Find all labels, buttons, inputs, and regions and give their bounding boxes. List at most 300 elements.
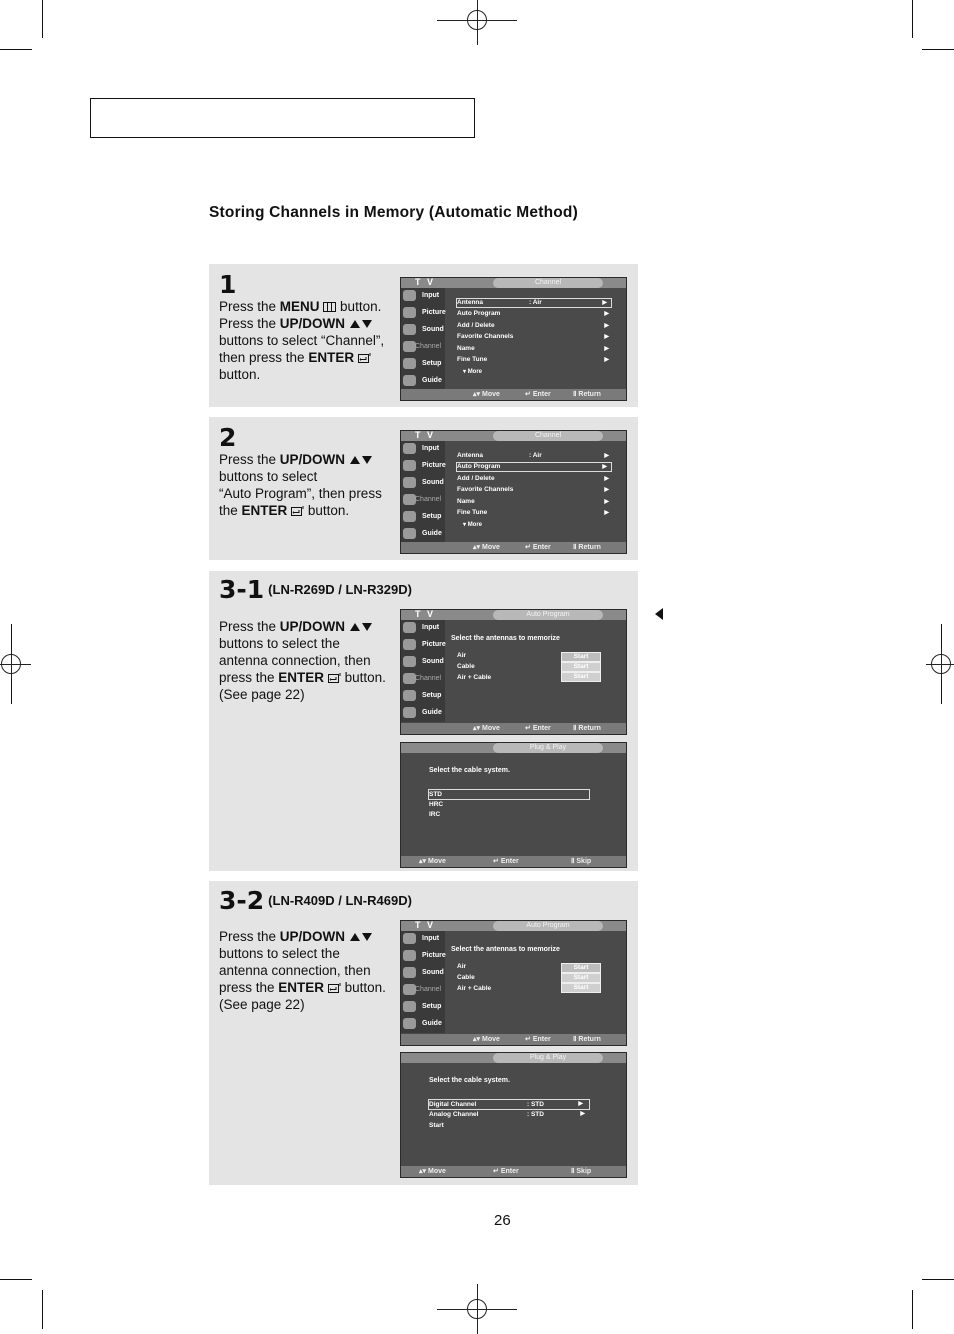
move-icon: ▴▾ [473, 1036, 482, 1043]
osd-sidebar-item-guide [401, 1016, 445, 1033]
osd-item-label: Favorite Channels [457, 486, 514, 494]
page-number: 26 [494, 1212, 511, 1229]
osd-title-bar [401, 743, 626, 753]
sound-icon [403, 656, 416, 667]
osd-sidebar-item-input [401, 620, 445, 637]
osd-option: Air [457, 652, 467, 659]
osd-option: Air + Cable [457, 674, 492, 681]
instruction-line [219, 366, 391, 383]
osd-tab: Channel [493, 431, 603, 441]
instruction-text: “Auto Program”, then press [219, 486, 382, 501]
osd-hint-label: Enter [500, 1168, 519, 1175]
button-name: UP/DOWN [279, 619, 346, 634]
start-button: Start [561, 662, 601, 672]
step-1-panel [209, 264, 638, 407]
picture-icon [403, 639, 416, 650]
setup-icon [403, 358, 416, 369]
model-label: (LN-R269D / LN-R329D) [268, 582, 412, 597]
instruction-text: buttons to select “Channel”, [219, 333, 385, 348]
osd-hint [573, 1034, 601, 1045]
osd-menu-item [456, 298, 612, 308]
osd-bottom-bar [401, 542, 626, 553]
instruction-line [219, 686, 391, 703]
chevron-right-icon: ▶ [604, 334, 609, 341]
instruction-text: antenna connection, then [219, 963, 371, 978]
start-button: Start [561, 672, 601, 682]
sound-icon [403, 477, 416, 488]
osd-hint-label: Enter [532, 544, 551, 551]
osd-item-label: Start [429, 1122, 444, 1129]
osd-item-label: Auto Program [457, 310, 501, 318]
step-2-panel [209, 417, 638, 560]
osd-sidebar-item-picture [401, 637, 445, 654]
osd-sidebar-label: Channel [415, 496, 442, 503]
chevron-down-icon: ▾ [463, 522, 468, 529]
osd-option [429, 1110, 591, 1119]
step-number: 1 [219, 270, 237, 299]
instruction-text: press the [219, 980, 279, 995]
osd-title-bar [401, 610, 626, 620]
enter-icon: ↵ [493, 1168, 501, 1175]
osd-menu-item [457, 508, 613, 518]
osd-hint-label: Skip [576, 858, 592, 865]
crop-mark [912, 0, 913, 38]
osd-menu-item [457, 474, 613, 484]
osd-option: Cable [457, 663, 475, 670]
auto-program-screen [400, 609, 627, 735]
osd-option: Air + Cable [457, 985, 492, 992]
osd-item-value: : Air [529, 299, 542, 306]
osd-tv-label: T V [415, 430, 436, 440]
osd-hint [493, 1166, 519, 1177]
osd-heading: Select the cable system. [429, 1077, 510, 1084]
instruction-line [219, 298, 391, 315]
osd-sidebar-label: Guide [422, 377, 442, 384]
instruction-text: then press the [219, 350, 309, 365]
osd-option: Cable [457, 974, 475, 981]
move-icon: ▴▾ [419, 858, 428, 865]
updown-arrows-icon [349, 319, 373, 329]
osd-sidebar-item-picture [401, 458, 445, 475]
picture-icon [403, 460, 416, 471]
osd-item-label: Fine Tune [457, 509, 488, 516]
instruction-line [219, 979, 391, 996]
osd-sidebar-item-setup [401, 999, 445, 1016]
osd-sidebar-item-sound [401, 322, 445, 339]
move-icon: ▴▾ [473, 725, 482, 732]
menu-icon [323, 302, 336, 312]
instruction-text: the [219, 503, 242, 518]
osd-sidebar-item-guide [401, 705, 445, 722]
osd-sidebar [401, 620, 445, 722]
instruction-text: buttons to select the [219, 636, 340, 651]
osd-more-label: More [467, 369, 483, 376]
osd-tv-label: T V [415, 609, 436, 619]
page-title: Storing Channels in Memory (Automatic Method) [209, 204, 578, 221]
instruction-line [219, 635, 391, 652]
osd-sidebar-label: Guide [422, 1020, 442, 1027]
osd-item-label: Favorite Channels [457, 333, 514, 341]
osd-sidebar-label: Picture [422, 952, 446, 959]
osd-title-bar [401, 1053, 626, 1063]
osd-tab: Plug & Play [493, 743, 603, 753]
osd-bottom-bar [401, 1166, 626, 1177]
osd-heading: Select the antennas to memorize [451, 635, 560, 642]
step-instructions [219, 928, 391, 1013]
osd-sidebar-item-picture [401, 948, 445, 965]
osd-tv-label: T V [415, 277, 436, 287]
instruction-line [219, 502, 391, 519]
osd-title-bar [401, 278, 626, 288]
instruction-text: button. [340, 670, 386, 685]
chevron-right-icon: ▶ [604, 498, 609, 505]
osd-sidebar-item-channel [401, 671, 445, 688]
step-instructions [219, 618, 391, 703]
osd-option: Air [457, 963, 467, 970]
auto-program-screen [400, 920, 627, 1046]
button-name: UP/DOWN [279, 929, 346, 944]
osd-title-bar [401, 921, 626, 931]
chevron-right-icon: ▶ [580, 1111, 585, 1117]
crop-mark [42, 1290, 43, 1329]
picture-icon [403, 307, 416, 318]
osd-tv-label: T V [415, 920, 436, 930]
instruction-text: (See page 22) [219, 687, 305, 702]
start-button: Start [561, 652, 601, 662]
osd-sidebar-label: Sound [422, 969, 444, 976]
move-icon: ▴▾ [419, 1168, 428, 1175]
osd-hint [525, 1034, 551, 1045]
step-number: 2 [219, 423, 237, 452]
button-name: ENTER [308, 350, 355, 365]
osd-more-label: More [467, 522, 483, 529]
chevron-right-icon: ▶ [604, 510, 609, 516]
osd-sidebar-label: Picture [422, 309, 446, 316]
osd-sidebar-item-input [401, 931, 445, 948]
osd-sidebar-label: Guide [422, 530, 442, 537]
picture-icon [403, 950, 416, 961]
osd-hint-label: Return [578, 544, 601, 551]
start-button: Start [561, 973, 601, 983]
plug-and-play-screen [400, 1052, 627, 1178]
instruction-text: (See page 22) [219, 997, 305, 1012]
instruction-text: Press the [219, 452, 280, 467]
osd-sidebar-label: Channel [415, 675, 442, 682]
osd-more [463, 521, 482, 528]
channel-menu-screen [400, 430, 627, 554]
osd-sidebar-label: Setup [422, 692, 442, 699]
plug-and-play-screen [400, 742, 627, 868]
osd-sidebar-item-sound [401, 654, 445, 671]
chevron-right-icon: ▶ [604, 345, 609, 352]
osd-item-value: : STD [527, 1101, 544, 1108]
osd-hint [525, 389, 551, 400]
step-3-1-panel [209, 571, 638, 871]
osd-hint-label: Enter [532, 1036, 551, 1043]
return-icon: Ⅱ [573, 725, 579, 732]
start-button: Start [561, 963, 601, 973]
instruction-line [219, 996, 391, 1013]
osd-item-label: Antenna [457, 299, 483, 306]
instruction-text: Press the [219, 929, 280, 944]
instruction-text: button. [336, 299, 382, 314]
osd-hint-label: Return [578, 1036, 601, 1043]
osd-hint-label: Enter [500, 858, 519, 865]
updown-arrows-icon [349, 622, 373, 632]
osd-sidebar-item-picture [401, 305, 445, 322]
move-icon: ▴▾ [473, 544, 482, 551]
osd-hint-label: Enter [532, 725, 551, 732]
setup-icon [403, 1001, 416, 1012]
enter-icon: ↵ [493, 858, 501, 865]
crop-mark [922, 1279, 954, 1280]
osd-sidebar-label: Channel [415, 986, 442, 993]
osd-sidebar-item-channel [401, 982, 445, 999]
crop-mark [922, 49, 954, 50]
osd-sidebar-item-guide [401, 526, 445, 543]
instruction-text: Press the [219, 619, 280, 634]
osd-sidebar-label: Sound [422, 479, 444, 486]
osd-hint [473, 542, 500, 553]
crop-mark [912, 1290, 913, 1329]
osd-sidebar-label: Setup [422, 360, 442, 367]
osd-hint [525, 723, 551, 734]
instruction-line [219, 349, 391, 366]
osd-item-label: Name [457, 497, 475, 505]
osd-hint [473, 389, 500, 400]
step-number: 3-1 (LN-R269D / LN-R329D) [219, 575, 412, 604]
crop-mark [42, 0, 43, 38]
osd-item-label: Auto Program [457, 463, 501, 471]
instruction-line [219, 618, 391, 635]
osd-more [463, 368, 482, 375]
osd-hint [573, 389, 601, 400]
enter-icon [328, 673, 341, 683]
osd-option: HRC [429, 800, 444, 808]
osd-sidebar-item-setup [401, 509, 445, 526]
osd-tab: Plug & Play [493, 1053, 603, 1063]
instruction-text: antenna connection, then [219, 653, 371, 668]
osd-sidebar [401, 441, 445, 543]
setup-icon [403, 690, 416, 701]
osd-item-label: Analog Channel [429, 1111, 479, 1118]
osd-hint-label: Move [481, 544, 500, 551]
osd-hint [493, 856, 519, 867]
chevron-right-icon: ▶ [604, 322, 609, 329]
osd-item-label: Add / Delete [457, 474, 495, 482]
channel-menu-screen [400, 277, 627, 401]
button-name: UP/DOWN [279, 452, 346, 467]
osd-hint [571, 1166, 591, 1177]
osd-tab: Auto Program [493, 921, 603, 931]
osd-menu-item [457, 309, 613, 319]
osd-hint-label: Return [578, 391, 601, 398]
registration-mark-icon [926, 649, 954, 679]
instruction-line [219, 945, 391, 962]
instruction-text: Press the [219, 316, 280, 331]
chevron-right-icon: ▶ [604, 311, 609, 318]
osd-hint-label: Enter [532, 391, 551, 398]
updown-arrows-icon [349, 455, 373, 465]
button-name: UP/DOWN [279, 316, 346, 331]
step-3-2-panel [209, 881, 638, 1185]
instruction-text: button. [219, 367, 261, 382]
return-icon: Ⅱ [573, 1036, 579, 1043]
chevron-right-icon: ▶ [602, 300, 607, 306]
osd-tab: Channel [493, 278, 603, 288]
osd-item-value: : STD [527, 1111, 544, 1118]
osd-hint-label: Move [427, 1168, 446, 1175]
instruction-text: buttons to select the [219, 946, 340, 961]
osd-item-label: Name [457, 344, 475, 352]
instruction-text: button. [340, 980, 386, 995]
button-name: ENTER [278, 980, 325, 995]
input-icon [403, 443, 416, 454]
registration-mark-icon [462, 1294, 492, 1324]
osd-menu-item [456, 462, 612, 472]
enter-icon [328, 983, 341, 993]
instruction-line [219, 652, 391, 669]
instruction-line [219, 962, 391, 979]
setup-icon [403, 511, 416, 522]
osd-hint [525, 542, 551, 553]
osd-hint [473, 1034, 500, 1045]
osd-sidebar-item-sound [401, 475, 445, 492]
osd-option [428, 1099, 590, 1110]
osd-sidebar-label: Input [422, 624, 440, 631]
guide-icon [403, 528, 416, 539]
input-icon [403, 290, 416, 301]
step-instructions [219, 298, 391, 383]
osd-menu-item [457, 321, 613, 331]
osd-sidebar-label: Sound [422, 658, 444, 665]
move-icon: ▴▾ [473, 391, 482, 398]
button-name: ENTER [241, 503, 288, 518]
osd-sidebar-item-channel [401, 339, 445, 356]
chevron-right-icon: ▶ [604, 453, 609, 459]
model-label: (LN-R409D / LN-R469D) [268, 893, 412, 908]
osd-option: STD [428, 789, 590, 800]
crop-mark [0, 49, 32, 50]
osd-sidebar-label: Sound [422, 326, 444, 333]
osd-hint [419, 1166, 446, 1177]
side-tab-arrow-icon [655, 608, 663, 620]
osd-sidebar-label: Setup [422, 1003, 442, 1010]
osd-hint-label: Move [481, 725, 500, 732]
guide-icon [403, 707, 416, 718]
osd-sidebar-label: Input [422, 445, 440, 452]
osd-menu-item [457, 355, 613, 365]
enter-icon: ↵ [525, 391, 533, 398]
instruction-line [219, 315, 391, 332]
osd-hint [571, 856, 591, 867]
osd-sidebar-item-guide [401, 373, 445, 390]
osd-sidebar-item-channel [401, 492, 445, 509]
osd-menu-item [457, 344, 613, 354]
instruction-text: button. [304, 503, 350, 518]
chevron-right-icon: ▶ [602, 464, 607, 471]
osd-hint-label: Move [481, 1036, 500, 1043]
registration-mark-icon [462, 5, 492, 35]
osd-title-bar [401, 431, 626, 441]
header-box [90, 98, 475, 138]
chevron-right-icon: ▶ [604, 487, 609, 494]
osd-sidebar-item-sound [401, 965, 445, 982]
guide-icon [403, 375, 416, 386]
osd-item-label: Antenna [457, 452, 483, 459]
instruction-line [219, 669, 391, 686]
osd-sidebar-label: Guide [422, 709, 442, 716]
enter-icon: ↵ [525, 725, 533, 732]
sound-icon [403, 967, 416, 978]
skip-icon: Ⅱ [571, 858, 577, 865]
osd-tab: Auto Program [493, 610, 603, 620]
osd-item-value: : Air [529, 452, 542, 459]
osd-hint [419, 856, 446, 867]
osd-sidebar-label: Picture [422, 641, 446, 648]
osd-bottom-bar [401, 856, 626, 867]
registration-mark-icon [0, 649, 26, 679]
osd-hint-label: Return [578, 725, 601, 732]
osd-sidebar-item-setup [401, 356, 445, 373]
osd-hint-label: Move [427, 858, 446, 865]
osd-item-label: Digital Channel [429, 1101, 477, 1108]
chevron-right-icon: ▶ [604, 475, 609, 482]
osd-menu-item [457, 497, 613, 507]
osd-sidebar [401, 931, 445, 1033]
osd-bottom-bar [401, 1034, 626, 1045]
osd-sidebar-label: Picture [422, 462, 446, 469]
osd-option [429, 1121, 591, 1130]
osd-hint [473, 723, 500, 734]
instruction-line [219, 485, 391, 502]
osd-sidebar-item-input [401, 441, 445, 458]
instruction-line [219, 451, 391, 468]
instruction-text: press the [219, 670, 279, 685]
chevron-right-icon: ▶ [578, 1101, 583, 1107]
guide-icon [403, 1018, 416, 1029]
return-icon: Ⅱ [573, 544, 579, 551]
osd-sidebar-label: Setup [422, 513, 442, 520]
osd-menu-item [457, 451, 613, 461]
step-number: 3-2 (LN-R409D / LN-R469D) [219, 886, 412, 915]
skip-icon: Ⅱ [571, 1168, 577, 1175]
chevron-right-icon: ▶ [604, 357, 609, 363]
input-icon [403, 622, 416, 633]
instruction-text: buttons to select [219, 469, 318, 484]
osd-hint [573, 723, 601, 734]
osd-menu-item [457, 332, 613, 342]
instruction-line [219, 332, 391, 349]
osd-sidebar [401, 288, 445, 390]
button-name: MENU [279, 299, 320, 314]
updown-arrows-icon [349, 932, 373, 942]
osd-option: IRC [429, 811, 441, 818]
step-instructions [219, 451, 391, 519]
sound-icon [403, 324, 416, 335]
enter-icon [291, 506, 304, 516]
enter-icon: ↵ [525, 1036, 533, 1043]
osd-heading: Select the cable system. [429, 767, 510, 774]
osd-sidebar-item-setup [401, 688, 445, 705]
osd-heading: Select the antennas to memorize [451, 946, 560, 953]
osd-sidebar-label: Input [422, 935, 440, 942]
osd-hint-label: Skip [576, 1168, 592, 1175]
instruction-text: Press the [219, 299, 280, 314]
enter-icon: ↵ [525, 544, 533, 551]
start-button: Start [561, 983, 601, 993]
osd-sidebar-label: Channel [415, 343, 442, 350]
